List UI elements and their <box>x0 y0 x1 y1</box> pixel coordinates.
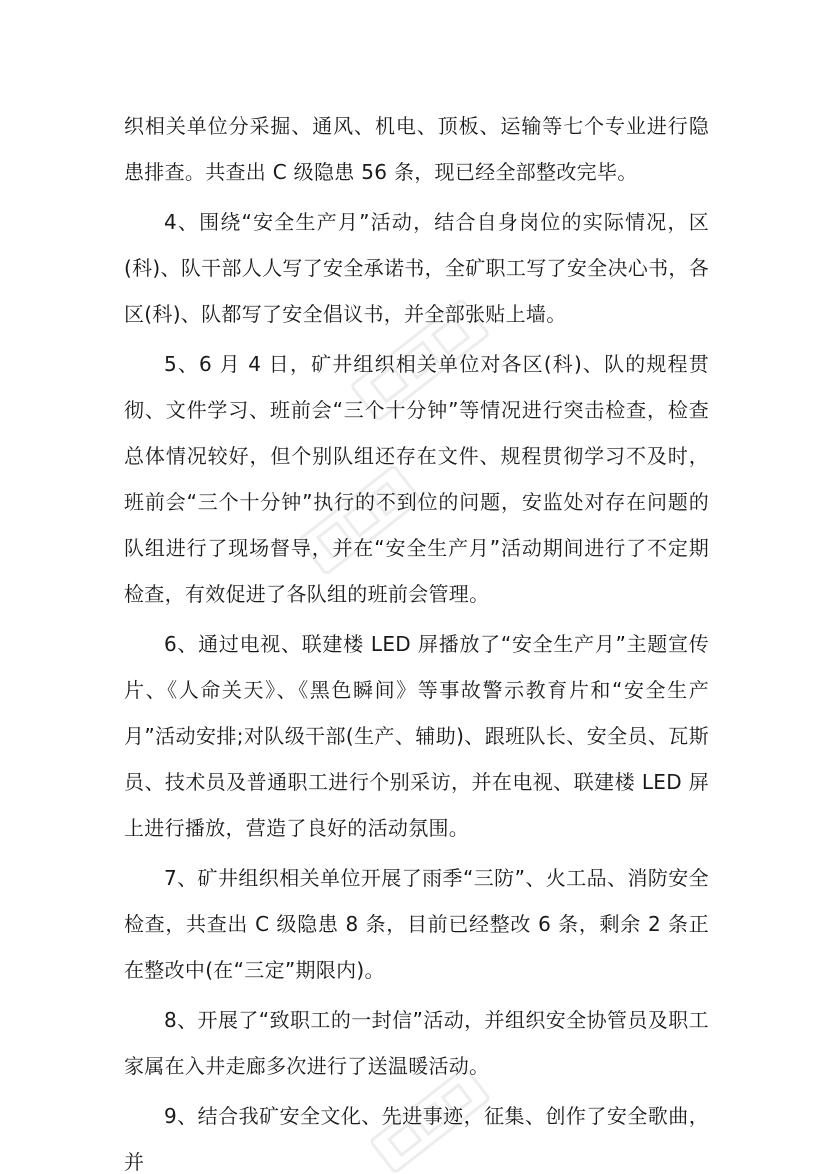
paragraph-item-7: 7、矿井组织相关单位开展了雨季“三防”、火工品、消防安全检查，共查出 C 级隐患 8 条，目前已经整改 6 条，剩余 2 条正在整改中(在“三定”期限内)。 <box>124 866 709 982</box>
paragraph-item-8: 8、开展了“致职工的一封信”活动，并组织安全协管员及职工家属在入井走廊多次进行了送温暖活动。 <box>124 1008 709 1078</box>
paragraph-item-6: 6、通过电视、联建楼 LED 屏播放了“安全生产月”主题宣传片、《人命关天》、《黑色瞬间》等事故警示教育片和“安全生产月”活动安排;对队级干部(生产、辅助)、跟班队长、安全员、瓦斯员、技术员及普通职工进行个别采访，并在电视、联建楼 LED 屏上进行播放，营造了良好的活动氛围。 <box>124 632 709 840</box>
paragraph-item-5: 5、6 月 4 日，矿井组织相关单位对各区(科)、队的规程贯彻、文件学习、班前会“三个十分钟”等情况进行突击检查，检查总体情况较好，但个别队组还存在文件、规程贯彻学习不及时，班前会“三个十分钟”执行的不到位的问题，安监处对存在问题的队组进行了现场督导，并在“安全生产月”活动期间进行了不定期检查，有效促进了各队组的班前会管理。 <box>124 352 709 606</box>
paragraph-1: 织相关单位分采掘、通风、机电、顶板、运输等七个专业进行隐患排查。共查出 C 级隐患 56 条，现已经全部整改完毕。 <box>124 114 709 184</box>
document-body <box>124 103 709 1174</box>
paragraph-item-4: 4、围绕“安全生产月”活动，结合自身岗位的实际情况，区(科)、队干部人人写了安全承诺书，全矿职工写了安全决心书，各区(科)、队都写了安全倡议书，并全部张贴上墙。 <box>124 210 709 326</box>
paragraph-item-9: 9、结合我矿安全文化、先进事迹，征集、创作了安全歌曲，并 <box>124 1104 709 1174</box>
